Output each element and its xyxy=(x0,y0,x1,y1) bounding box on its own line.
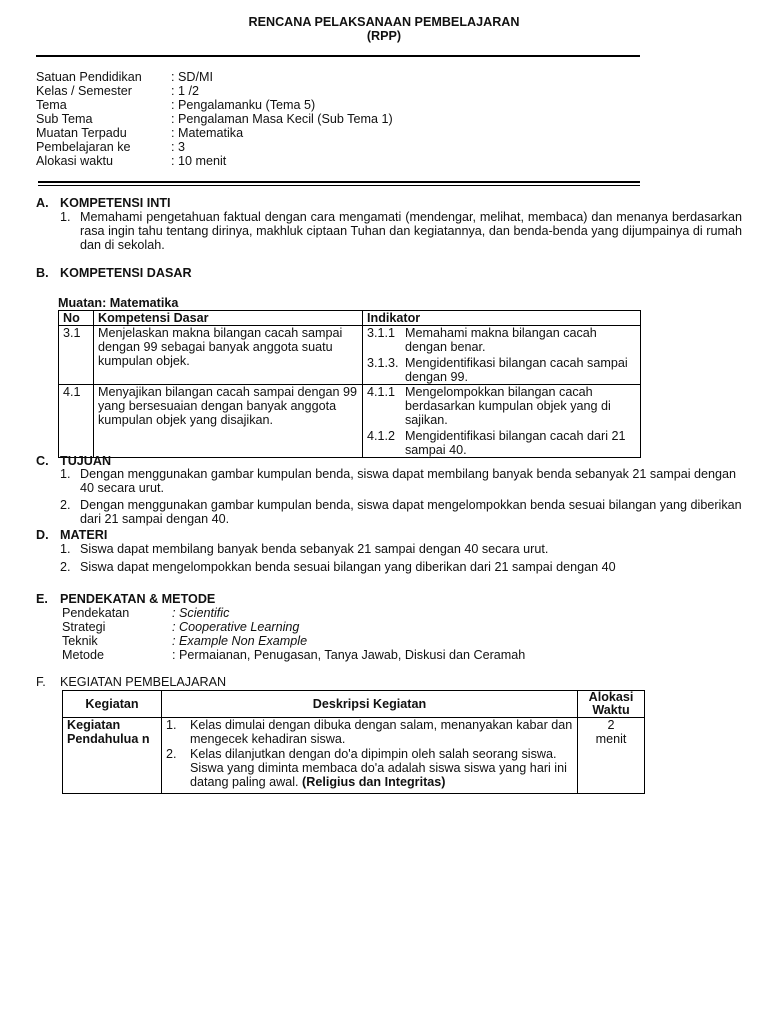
cell-deskripsi xyxy=(162,718,578,794)
identity-value: : Pengalaman Masa Kecil (Sub Tema 1) xyxy=(171,112,393,126)
kv-value: : Example Non Example xyxy=(172,634,308,648)
section-letter: F. xyxy=(36,675,46,689)
indicator-text: Mengidentifikasi bilangan cacah sampai dengan 99. xyxy=(405,356,628,384)
section-title: MATERI xyxy=(60,528,108,542)
cell-no: 3.1 xyxy=(59,326,94,385)
identity-value: : Pengalamanku (Tema 5) xyxy=(171,98,316,112)
col-header-deskripsi: Deskripsi Kegiatan xyxy=(162,691,578,718)
section-e-heading xyxy=(36,592,215,606)
col-header-alokasi: Alokasi Waktu xyxy=(578,691,645,718)
cell-kegiatan: Kegiatan Pendahulua n xyxy=(63,718,162,794)
identity-label: Satuan Pendidikan xyxy=(36,70,142,84)
section-a-heading xyxy=(36,196,171,210)
identity-label: Muatan Terpadu xyxy=(36,126,127,140)
kv-label: Strategi xyxy=(62,620,106,634)
cell-alokasi xyxy=(578,718,645,794)
section-letter: C. xyxy=(36,454,49,468)
section-title: TUJUAN xyxy=(60,454,112,468)
section-c-heading xyxy=(36,454,111,468)
list-number: 1. xyxy=(60,542,71,556)
tujuan-item: Dengan menggunakan gambar kumpulan benda, siswa dapat membilang banyak benda sebanyak 21 sampai dengan 40 secara urut. xyxy=(80,467,737,495)
section-title: KEGIATAN PEMBELAJARAN xyxy=(60,675,227,689)
indicator-code: 4.1.2 xyxy=(367,429,396,443)
cell-no: 4.1 xyxy=(59,385,94,458)
identity-divider-bottom xyxy=(38,185,640,186)
identity-label: Kelas / Semester xyxy=(36,84,132,98)
deskripsi-item: Kelas dilanjutkan dengan do'a dipimpin oleh salah seorang siswa. Siswa yang diminta membaca do'a adalah siswa siswa yang hari ini datang paling awal. xyxy=(190,747,567,789)
identity-value: : SD/MI xyxy=(171,70,213,84)
section-title: KOMPETENSI INTI xyxy=(60,196,171,210)
kv-label: Pendekatan xyxy=(62,606,130,620)
document-subtitle: (RPP) xyxy=(366,29,402,43)
identity-label: Pembelajaran ke xyxy=(36,140,131,154)
section-letter: B. xyxy=(36,266,49,280)
list-number: 2. xyxy=(60,560,71,574)
section-letter: E. xyxy=(36,592,48,606)
muatan-label: Muatan: Matematika xyxy=(58,296,179,310)
materi-item: Siswa dapat membilang banyak benda sebanyak 21 sampai dengan 40 secara urut. xyxy=(80,542,549,556)
list-number: 2. xyxy=(60,498,71,512)
cell-indikator xyxy=(363,326,641,385)
materi-item: Siswa dapat mengelompokkan benda sesuai bilangan yang diberikan dari 21 sampai dengan 40 xyxy=(80,560,616,574)
cell-kd: Menjelaskan makna bilangan cacah sampai dengan 99 sebagai banyak anggota suatu kumpulan objek. xyxy=(94,326,363,385)
identity-label: Sub Tema xyxy=(36,112,93,126)
section-letter: D. xyxy=(36,528,49,542)
list-number: 1. xyxy=(60,210,71,224)
section-b-heading xyxy=(36,266,192,280)
table-row xyxy=(63,718,645,794)
kv-value: : Scientific xyxy=(172,606,230,620)
indicator-text: Mengidentifikasi bilangan cacah dari 21 sampai 40. xyxy=(405,429,626,457)
kompetensi-dasar-table xyxy=(58,310,641,458)
identity-label: Alokasi waktu xyxy=(36,154,113,168)
karakter-label: (Religius dan Integritas) xyxy=(302,775,446,789)
kegiatan-table xyxy=(62,690,645,794)
indicator-code: 4.1.1 xyxy=(367,385,396,399)
identity-label: Tema xyxy=(36,98,67,112)
document-title: RENCANA PELAKSANAAN PEMBELAJARAN xyxy=(248,15,520,29)
identity-value: : 10 menit xyxy=(171,154,227,168)
kv-value: : Permaianan, Penugasan, Tanya Jawab, Diskusi dan Ceramah xyxy=(172,648,526,662)
list-number: 1. xyxy=(60,467,71,481)
indicator-code: 3.1.1 xyxy=(367,326,396,340)
list-number: 1. xyxy=(166,718,177,732)
col-header-no: No xyxy=(59,311,94,326)
kv-label: Metode xyxy=(62,648,105,662)
identity-value: : 3 xyxy=(171,140,186,154)
alokasi-number: 2 xyxy=(607,718,615,732)
cell-indikator xyxy=(363,385,641,458)
indicator-code: 3.1.3. xyxy=(367,356,399,370)
cell-kd: Menyajikan bilangan cacah sampai dengan 99 yang bersesuaian dengan banyak anggota kumpulan objek yang disajikan. xyxy=(94,385,363,458)
tujuan-item: Dengan menggunakan gambar kumpulan benda, siswa dapat mengelompokkan benda sesuai bilangan yang diberikan dari 21 sampai dengan 40. xyxy=(80,498,742,526)
identity-value: : Matematika xyxy=(171,126,244,140)
kv-value: : Cooperative Learning xyxy=(172,620,300,634)
header-divider xyxy=(36,55,640,57)
section-title: PENDEKATAN & METODE xyxy=(60,592,216,606)
col-header-indikator: Indikator xyxy=(363,311,641,326)
kv-label: Teknik xyxy=(62,634,98,648)
kompetensi-inti-text: Memahami pengetahuan faktual dengan cara mengamati (mendengar, melihat, membaca) dan menanya berdasarkan rasa ingin tahu tentang dirinya, makhluk ciptaan Tuhan dan kegiatannya, dan benda-benda yang dijumpainya di rumah dan di sekolah. xyxy=(80,210,742,252)
indicator-text: Mengelompokkan bilangan cacah berdasarkan kumpulan objek yang di sajikan. xyxy=(405,385,611,427)
alokasi-unit: menit xyxy=(595,732,627,746)
section-letter: A. xyxy=(36,196,49,210)
table-row xyxy=(59,385,641,458)
section-f-heading xyxy=(36,675,226,689)
section-title: KOMPETENSI DASAR xyxy=(60,266,192,280)
identity-value: : 1 /2 xyxy=(171,84,200,98)
col-header-kd: Kompetensi Dasar xyxy=(94,311,363,326)
identity-divider-top xyxy=(38,181,640,183)
list-number: 2. xyxy=(166,747,177,761)
indicator-text: Memahami makna bilangan cacah dengan benar. xyxy=(405,326,597,354)
table-row xyxy=(59,326,641,385)
section-d-heading xyxy=(36,528,107,542)
deskripsi-item: Kelas dimulai dengan dibuka dengan salam, menanyakan kabar dan mengecek kehadiran siswa. xyxy=(190,718,573,746)
col-header-kegiatan: Kegiatan xyxy=(63,691,162,718)
